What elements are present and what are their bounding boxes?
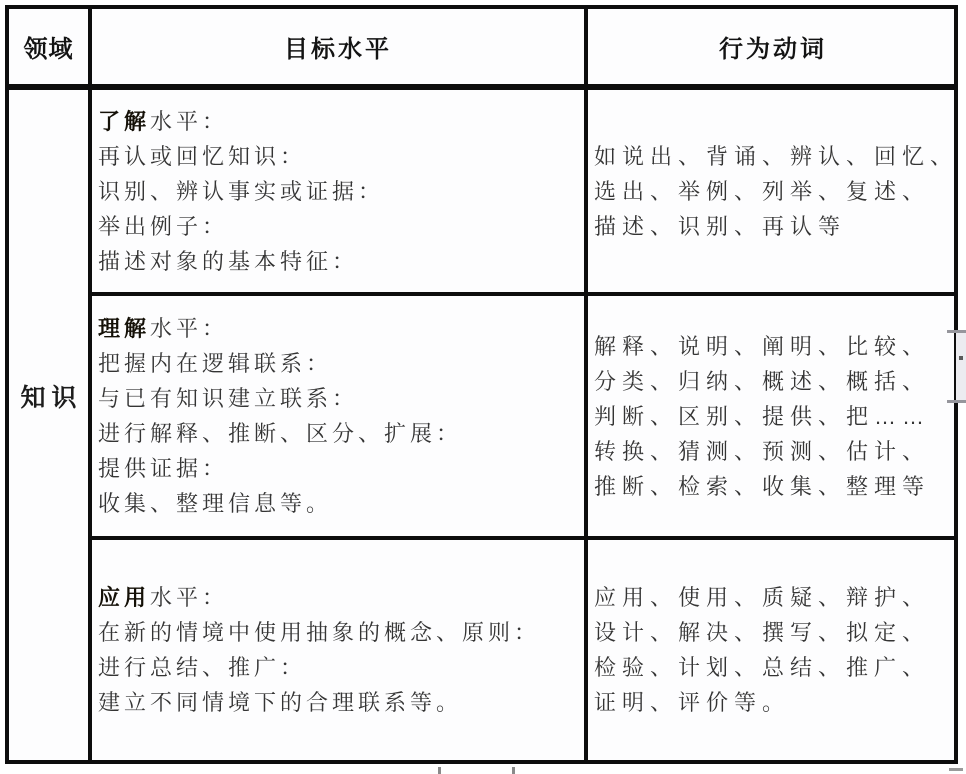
learning-objectives-table [5, 5, 958, 764]
text-line: 判断、区别、提供、把…… [594, 403, 931, 429]
behavior-verbs-cell-apply [588, 540, 958, 760]
text-line: 举出例子： [98, 213, 229, 239]
target-level-heading [98, 311, 584, 346]
scan-artifact-right-dash-top [947, 330, 966, 333]
level-name-bold: 了解 [98, 108, 151, 134]
text-line: 建立不同情境下的合理联系等。 [98, 690, 463, 715]
behavior-verbs-cell-know [588, 90, 958, 296]
domain-cell-knowledge [9, 90, 92, 760]
header-target-level-label: 目标水平 [284, 36, 392, 63]
text-line: 把握内在逻辑联系： [98, 351, 333, 376]
text-line: 转换、猜测、预测、估计、 [594, 438, 931, 464]
text-line: 提供证据： [98, 456, 229, 481]
level-name-rest: 水平： [150, 316, 229, 341]
text-line: 如说出、背诵、辨认、回忆、 [594, 143, 959, 169]
target-level-heading [98, 580, 584, 615]
text-line: 进行解释、推断、区分、扩展： [98, 421, 463, 446]
behavior-verbs-cell-understand [588, 296, 958, 540]
text-line: 与已有知识建立联系： [98, 386, 359, 411]
header-behavior-verbs-label: 行为动词 [719, 36, 827, 63]
target-level-cell-understand [92, 296, 588, 540]
scan-artifact-bottom-tick-2 [512, 767, 515, 774]
scan-artifact-right-dot [959, 356, 963, 360]
scan-artifact-bottom-tick-1 [438, 767, 441, 774]
text-line: 进行总结、推广： [98, 655, 307, 680]
behavior-verbs-lines [594, 329, 958, 504]
text-line: 解释、说明、阐明、比较、 [594, 333, 931, 359]
text-line: 再认或回忆知识： [98, 143, 307, 169]
level-name-bold: 理解 [98, 316, 151, 341]
text-line: 识别、辨认事实或证据： [98, 178, 385, 204]
target-level-lines [98, 139, 584, 279]
text-line: 检验、计划、总结、推广、 [594, 655, 931, 680]
text-line: 分类、归纳、概述、概括、 [594, 368, 931, 394]
target-level-cell-know [92, 90, 588, 296]
text-line: 应用、使用、质疑、辩护、 [594, 585, 931, 610]
level-name-rest: 水平： [150, 585, 229, 610]
header-domain-label: 领域 [23, 36, 74, 63]
header-target-level [92, 9, 588, 90]
target-level-lines [98, 615, 584, 720]
level-name-bold: 应用 [98, 585, 151, 610]
scan-artifact-right-handle [956, 332, 966, 403]
text-line: 描述对象的基本特征： [98, 248, 359, 274]
text-line: 选出、举例、列举、复述、 [594, 178, 931, 204]
level-name-rest: 水平： [150, 108, 229, 134]
text-line: 描述、识别、再认等 [594, 213, 847, 239]
scan-artifact-right-dash-bottom [947, 400, 966, 403]
target-level-lines [98, 346, 584, 521]
text-line: 收集、整理信息等。 [98, 491, 333, 516]
target-level-cell-apply [92, 540, 588, 760]
behavior-verbs-lines [594, 139, 958, 244]
header-behavior-verbs [588, 9, 958, 90]
text-line: 在新的情境中使用抽象的概念、原则： [98, 620, 541, 645]
domain-label: 知识 [20, 384, 83, 412]
text-line: 推断、检索、收集、整理等 [594, 473, 931, 499]
header-domain [9, 9, 92, 90]
scan-artifact-bottom-tick-3 [949, 768, 963, 771]
target-level-heading [98, 104, 584, 139]
text-line: 设计、解决、撰写、拟定、 [594, 620, 931, 645]
text-line: 证明、评价等。 [594, 690, 791, 715]
behavior-verbs-lines [594, 580, 958, 720]
